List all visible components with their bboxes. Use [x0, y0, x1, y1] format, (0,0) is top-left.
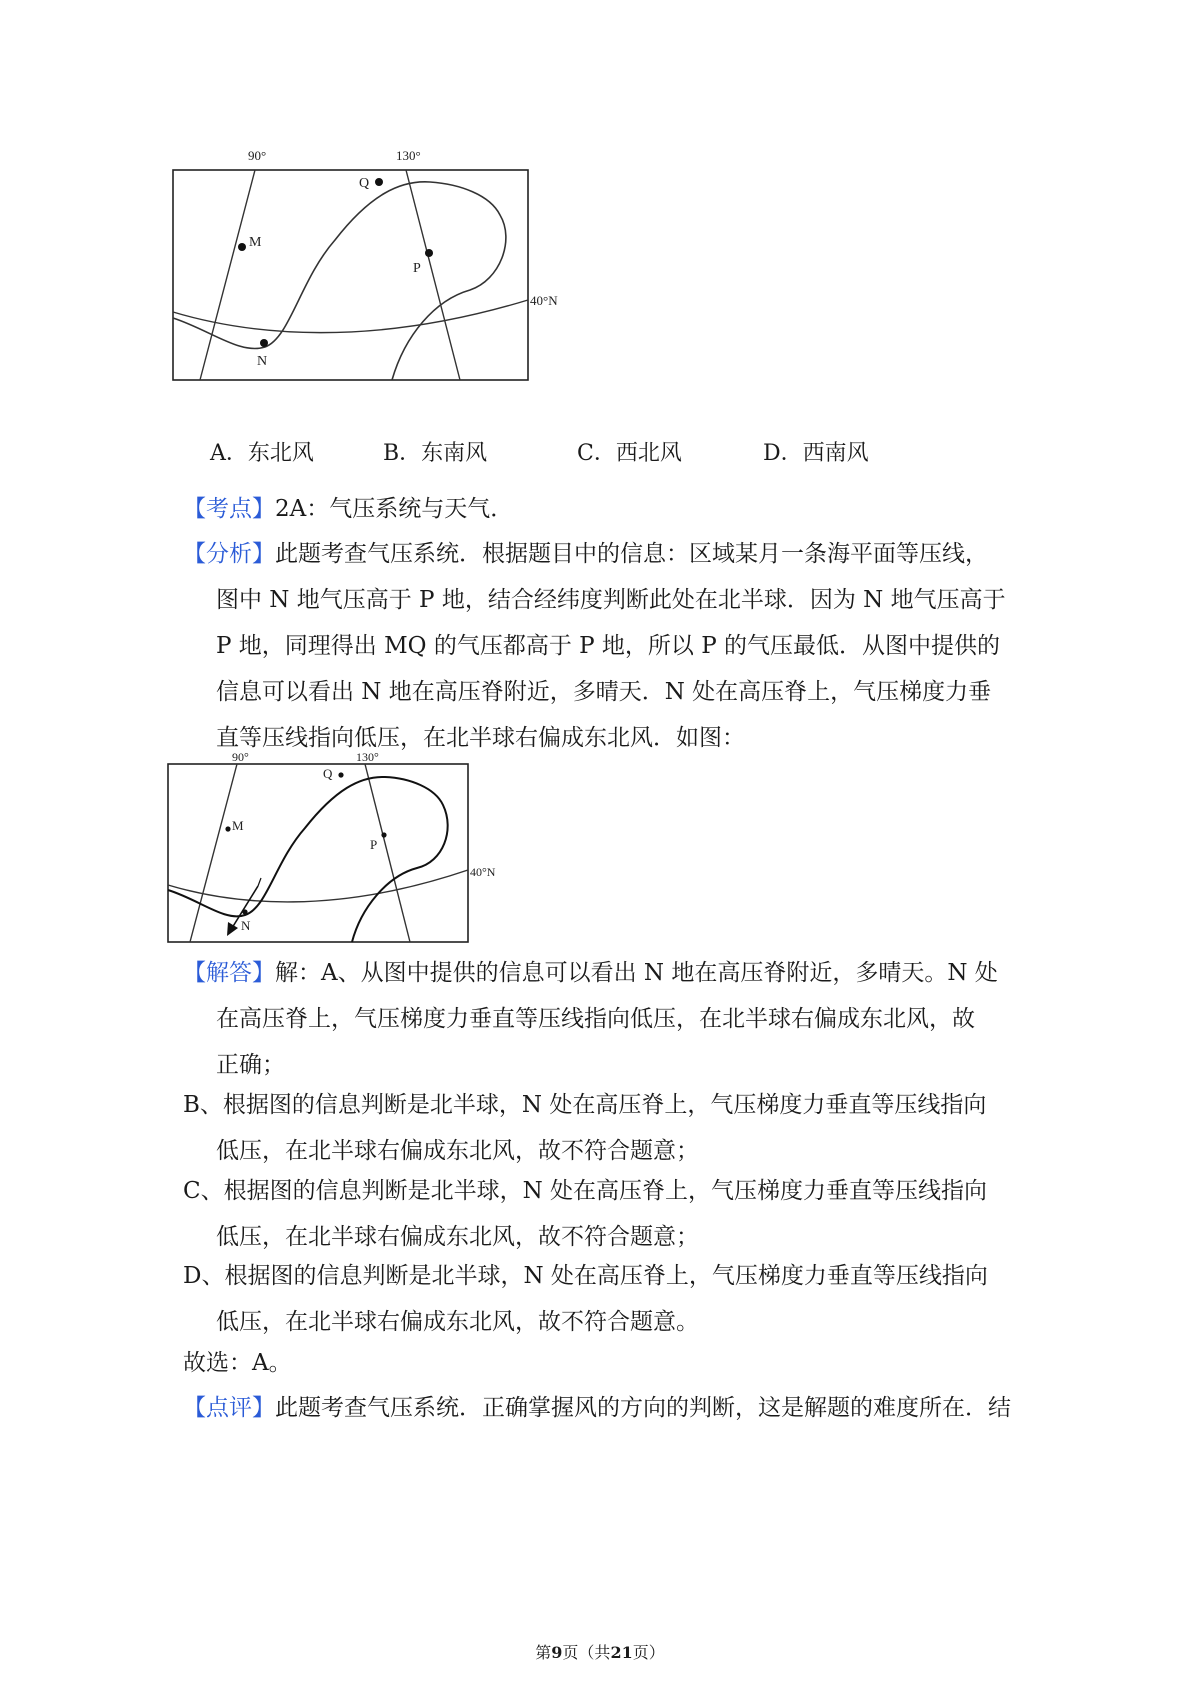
explanation-b-line-1: B、根据图的信息判断是北半球，N 处在高压脊上，气压梯度力垂直等压线指向 — [183, 1092, 987, 1118]
fig2-point-p-label: P — [370, 837, 378, 852]
explanation-c — [183, 1168, 1028, 1260]
final-answer-text: 故选：A。 — [183, 1350, 292, 1376]
isobar-map-svg-1 — [170, 150, 590, 390]
longitude-130-label: 130° — [396, 150, 421, 163]
isobar-map-figure-2 — [165, 750, 515, 945]
point-p-label: P — [413, 261, 421, 276]
option-a: A．东北风 — [210, 441, 314, 466]
fenxi-line-3: P 地，同理得出 MQ 的气压都高于 P 地，所以 P 的气压最低．从图中提供的 — [216, 633, 1001, 659]
kaodian-section — [183, 486, 1028, 532]
answer-options — [210, 436, 1010, 476]
footer-prefix: 第 — [535, 1643, 552, 1662]
fig2-point-q-label: Q — [323, 766, 333, 781]
footer-page-number: 9 — [551, 1643, 563, 1662]
explanation-d-line-1: D、根据图的信息判断是北半球，N 处在高压脊上，气压梯度力垂直等压线指向 — [183, 1263, 988, 1289]
option-c: C．西北风 — [577, 441, 682, 466]
fig2-point-m-label: M — [232, 818, 244, 833]
fenxi-tag: 【分析】 — [183, 541, 275, 567]
jieda-line-3: 正确； — [216, 1052, 285, 1078]
jieda-line-2: 在高压脊上，气压梯度力垂直等压线指向低压，在北半球右偏成东北风，故 — [216, 1006, 975, 1032]
fenxi-line-4: 信息可以看出 N 地在高压脊附近，多晴天．N 处在高压脊上，气压梯度力垂 — [216, 679, 992, 705]
latitude-40n-label: 40°N — [530, 293, 558, 308]
point-q-label: Q — [359, 176, 370, 191]
fig2-longitude-90-label: 90° — [232, 750, 249, 764]
explanation-c-line-1: C、根据图的信息判断是北半球，N 处在高压脊上，气压梯度力垂直等压线指向 — [183, 1178, 988, 1204]
dianping-tag: 【点评】 — [183, 1395, 275, 1421]
explanation-c-line-2: 低压，在北半球右偏成东北风，故不符合题意； — [216, 1224, 699, 1250]
fig2-point-n-label: N — [241, 918, 251, 933]
fig2-longitude-130-label: 130° — [356, 750, 379, 764]
fenxi-section — [183, 531, 1028, 761]
page-footer — [0, 1640, 1200, 1663]
explanation-b-line-2: 低压，在北半球右偏成东北风，故不符合题意； — [216, 1138, 699, 1164]
point-m-label: M — [249, 235, 262, 250]
final-answer — [183, 1340, 1028, 1386]
explanation-b — [183, 1082, 1028, 1174]
option-d: D．西南风 — [763, 441, 869, 466]
dianping-section — [183, 1385, 1028, 1431]
footer-total-pages: 21 — [610, 1643, 633, 1662]
jieda-tag: 【解答】 — [183, 960, 275, 986]
fig2-latitude-40n-label: 40°N — [470, 865, 496, 879]
explanation-d — [183, 1253, 1028, 1345]
kaodian-tag: 【考点】 — [183, 496, 275, 522]
fenxi-line-5: 直等压线指向低压，在北半球右偏成东北风．如图： — [216, 725, 745, 751]
option-b: B．东南风 — [383, 441, 488, 466]
dianping-text: 此题考查气压系统．正确掌握风的方向的判断，这是解题的难度所在．结 — [275, 1395, 1011, 1421]
isobar-map-figure-1 — [170, 150, 590, 390]
jieda-section — [183, 950, 1028, 1088]
point-n-label: N — [257, 354, 268, 369]
fenxi-line-1: 此题考查气压系统．根据题目中的信息：区域某月一条海平面等压线， — [275, 541, 988, 567]
jieda-line-1: 解：A、从图中提供的信息可以看出 N 地在高压脊附近，多晴天。N 处 — [275, 960, 998, 986]
longitude-90-label: 90° — [248, 150, 267, 163]
kaodian-text: 2A：气压系统与天气． — [275, 496, 514, 522]
isobar-map-svg-2 — [165, 750, 515, 945]
fenxi-line-2: 图中 N 地气压高于 P 地，结合经纬度判断此处在北半球．因为 N 地气压高于 — [216, 587, 1006, 613]
footer-middle: 页（共 — [562, 1643, 611, 1662]
explanation-d-line-2: 低压，在北半球右偏成东北风，故不符合题意。 — [216, 1309, 699, 1335]
footer-suffix: 页） — [632, 1643, 665, 1662]
